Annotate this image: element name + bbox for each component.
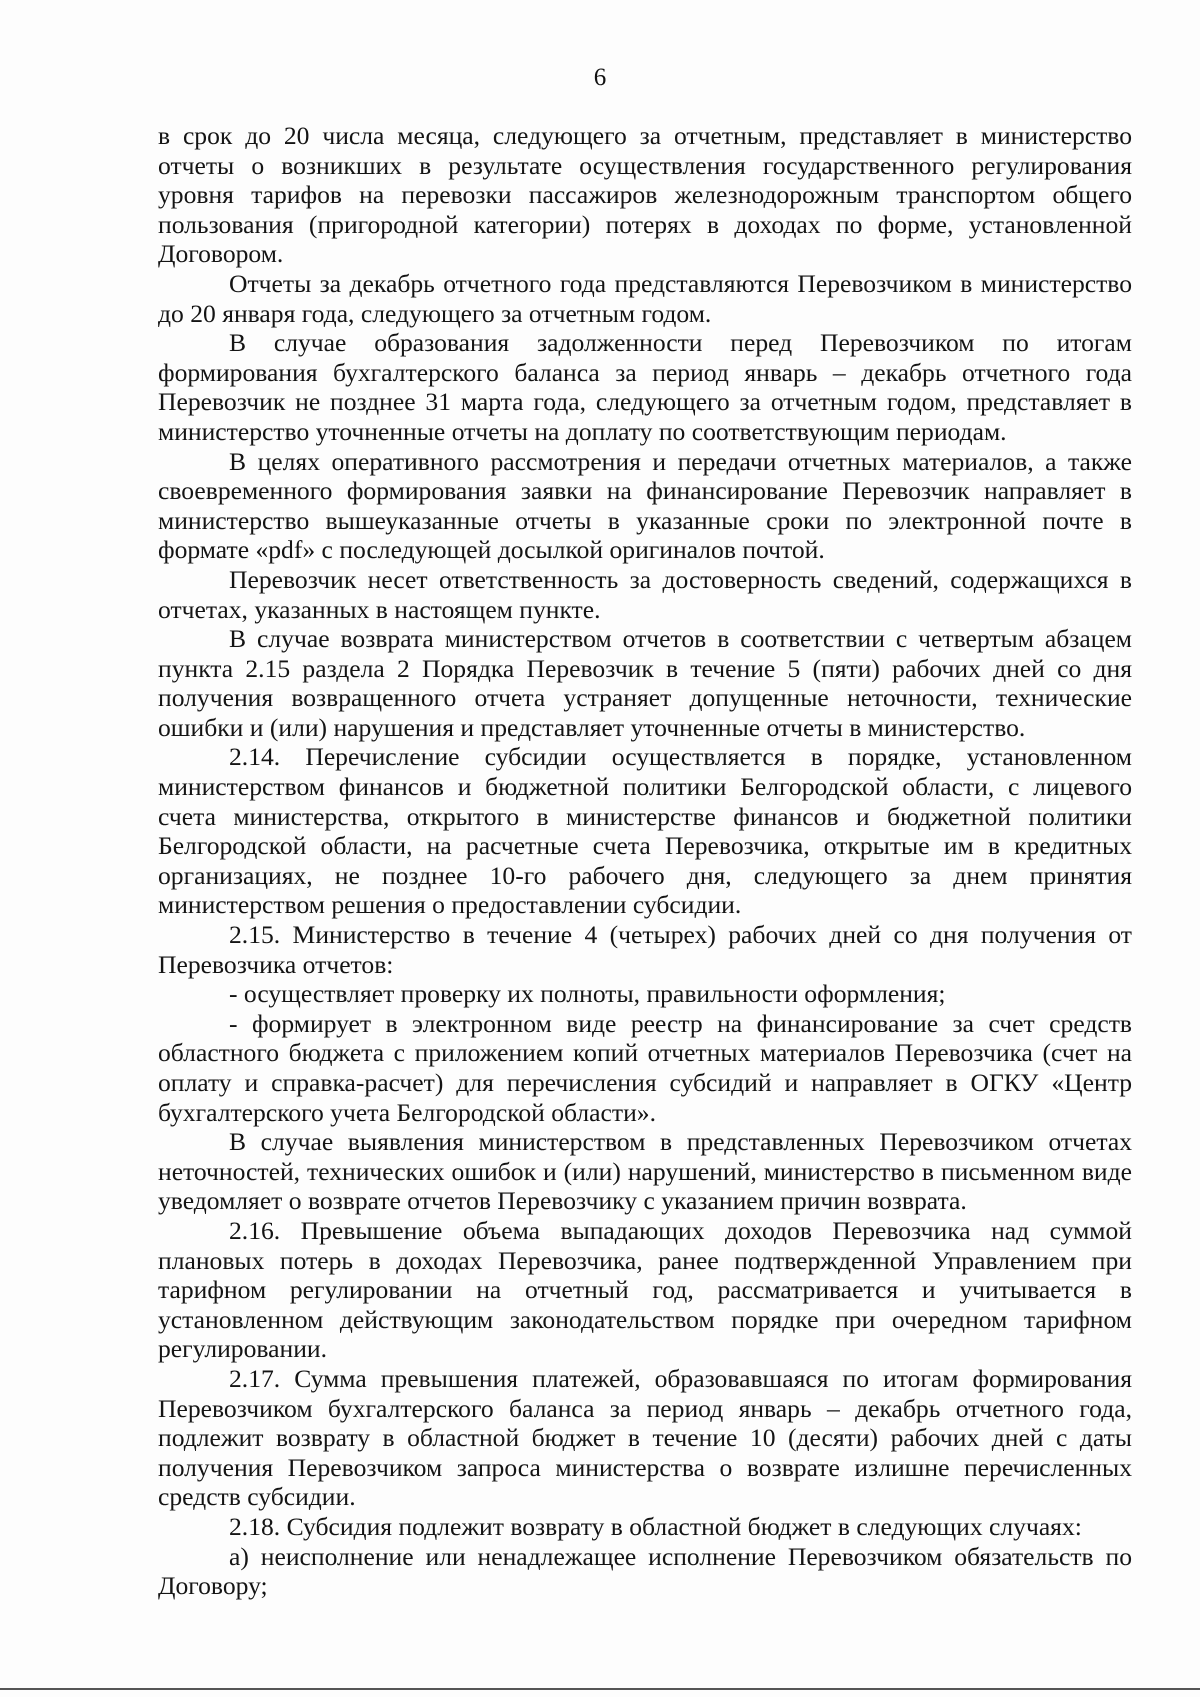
paragraph: 2.18. Субсидия подлежит возврату в областной бюджет в следующих случаях: — [229, 1511, 1082, 1541]
paragraph: в срок до 20 числа месяца, следующего за отчетным, представляет в министерство отчеты о возникших в результате осуществления государственного регулирования уровня тарифов на перевозки пассажиров железнодорожным транспортом общего пользования (пригородной категории) потерях в доходах по форме, установленной Договором. — [158, 121, 1132, 269]
paragraph: 2.17. Сумма превышения платежей, образовавшаяся по итогам формирования Перевозчиком бухгалтерского баланса за период январь – декабрь отчетного года, подлежит возврату в областной бюджет в течение 10 (десяти) рабочих дней с даты получения Перевозчиком запроса министерства о возврате излишне перечисленных средств субсидии. — [158, 1363, 1132, 1512]
paragraph: Отчеты за декабрь отчетного года представляются Перевозчиком в министерство до 20 января года, следующего за отчетным годом. — [158, 268, 1132, 328]
page-number: 6 — [593, 64, 607, 91]
document-body — [158, 121, 1132, 1601]
paragraph: 2.14. Перечисление субсидии осуществляется в порядке, установленном министерством финансов и бюджетной политики Белгородской области, с лицевого счета министерства, открытого в министерстве финансов и бюджетной политики Белгородской области, на расчетные счета Перевозчика, открытые им в кредитных организациях, не позднее 10-го рабочего дня, следующего за днем принятия министерством решения о предоставлении субсидии. — [158, 742, 1132, 920]
paragraph: В случае возврата министерством отчетов в соответствии с четвертым абзацем пункта 2.15 раздела 2 Порядка Перевозчик в течение 5 (пяти) рабочих дней со дня получения возвращенного отчета устраняет допущенные неточности, технические ошибки и (или) нарушения и представляет уточненные отчеты в министерство. — [158, 624, 1132, 742]
paragraph: В случае выявления министерством в представленных Перевозчиком отчетах неточностей, технических ошибок и (или) нарушений, министерство в письменном виде уведомляет о возврате отчетов Перевозчику с указанием причин возврата. — [158, 1127, 1132, 1216]
list-item: - формирует в электронном виде реестр на финансирование за счет средств областного бюджета с приложением копий отчетных материалов Перевозчика (счет на оплату и справка-расчет) для перечисления субсидий и направляет в ОГКУ «Центр бухгалтерского учета Белгородской области». — [158, 1008, 1132, 1127]
paragraph: 2.15. Министерство в течение 4 (четырех) рабочих дней со дня получения от Перевозчика отчетов: — [158, 920, 1132, 979]
paragraph: Перевозчик несет ответственность за достоверность сведений, содержащихся в отчетах, указанных в настоящем пункте. — [158, 564, 1132, 624]
paragraph: В случае образования задолженности перед Перевозчиком по итогам формирования бухгалтерского баланса за период январь – декабрь отчетного года Перевозчик не позднее 31 марта года, следующего за отчетным годом, представляет в министерство уточненные отчеты на доплату по соответствующим периодам. — [158, 328, 1132, 446]
paragraph: В целях оперативного рассмотрения и передачи отчетных материалов, а также своевременного формирования заявки на финансирование Перевозчик направляет в министерство вышеуказанные отчеты в указанные сроки по электронной почте в формате «pdf» с последующей досылкой оригиналов почтой. — [158, 446, 1132, 565]
list-item: - осуществляет проверку их полноты, правильности оформления; — [229, 979, 946, 1009]
scan-edge-line — [0, 1688, 1200, 1690]
list-item: а) неисполнение или ненадлежащее исполнение Перевозчиком обязательств по Договору; — [158, 1541, 1132, 1601]
paragraph: 2.16. Превышение объема выпадающих доходов Перевозчика над суммой плановых потерь в доходах Перевозчика, ранее подтвержденной Управлением при тарифном регулировании на отчетный год, рассматривается и учитывается в установленном действующим законодательством порядке при очередном тарифном регулировании. — [158, 1215, 1132, 1364]
